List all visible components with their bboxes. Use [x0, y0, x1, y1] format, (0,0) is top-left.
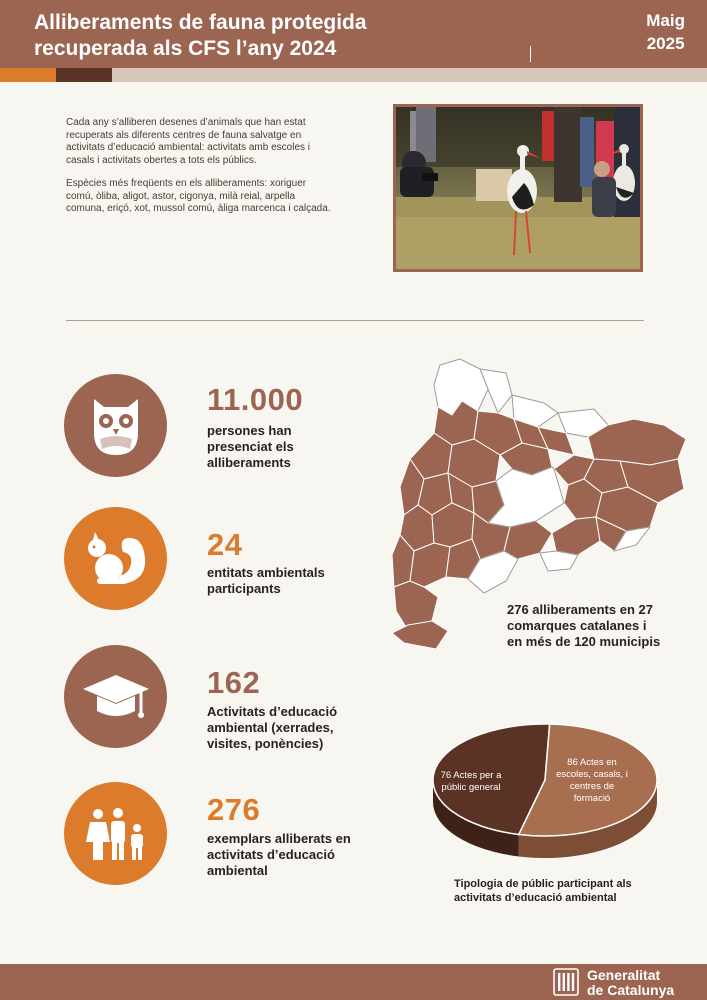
- stripe-orange: [0, 68, 56, 82]
- stat-persons-line-3: alliberaments: [207, 455, 291, 470]
- publication-year: 2025: [646, 34, 685, 53]
- pie-label-general-public-line-1: 76 Actes per a: [440, 770, 502, 781]
- page-title-line-1: Alliberaments de fauna protegida: [34, 11, 367, 34]
- intro-paragraph-2: Espècies més freqüents en els alliberaments: xoriguer comú, òliba, aligot, astor, cigonya, milà reial, arpella comuna, eriçó, xot, mussol comú, àliga marcenca i calçada.: [66, 178, 331, 214]
- pie-label-schools-line-4: formació: [573, 793, 611, 804]
- stat-specimens-line-2: activitats d’educació: [207, 847, 335, 862]
- stat-specimens-text: [207, 831, 351, 879]
- stat-specimens-line-1: exemplars alliberats en: [207, 831, 351, 846]
- squirrel-icon: [83, 528, 149, 590]
- generalitat-logo-icon: [553, 968, 579, 996]
- pie-caption-line-2: activitats d’educació ambiental: [454, 892, 617, 904]
- pie-label-general-public-line-2: públic general: [441, 782, 501, 793]
- stat-persons-number: 11.000: [207, 382, 304, 417]
- stat-persons-text: [207, 423, 294, 471]
- header-bar: [0, 0, 707, 68]
- stat-persons-line-1: persones han: [207, 423, 292, 438]
- family-icon-circle: [64, 782, 167, 885]
- pie-label-schools: [537, 757, 647, 805]
- graduation-cap-icon: [81, 669, 151, 725]
- stat-entities-number: 24: [207, 527, 243, 562]
- logo-line-2: de Catalunya: [587, 981, 675, 998]
- stat-specimens-number: 276: [207, 792, 261, 827]
- generalitat-logo-text: [587, 968, 674, 997]
- stat-activities-text: [207, 704, 337, 752]
- page-title-line-2: recuperada als CFS l’any 2024: [34, 37, 337, 60]
- owl-icon-circle: [64, 374, 167, 477]
- publication-date: [646, 9, 685, 55]
- logo-line-1: Generalitat: [587, 967, 661, 983]
- map-region-28: [392, 621, 448, 649]
- stork-release-photo: [393, 104, 643, 272]
- stork-release-illustration: [396, 107, 640, 269]
- header-color-stripes: [0, 68, 707, 82]
- section-divider: [66, 320, 644, 321]
- stat-persons-line-2: presenciat els: [207, 439, 294, 454]
- map-region-22: [552, 517, 600, 555]
- stripe-light: [112, 68, 707, 82]
- stat-activities-number: 162: [207, 665, 261, 700]
- page-title: [34, 10, 367, 62]
- stripe-dark-brown: [56, 68, 112, 82]
- map-caption-line-2: comarques catalanes i: [507, 618, 647, 633]
- stat-activities-line-1: Activitats d’educació: [207, 704, 338, 719]
- stat-entities-line-1: entitats ambientals: [207, 565, 325, 580]
- squirrel-icon-circle: [64, 507, 167, 610]
- graduation-cap-icon-circle: [64, 645, 167, 748]
- pie-label-schools-line-2: escoles, casals, i: [556, 769, 628, 780]
- intro-paragraph-1: Cada any s’alliberen desenes d’animals que han estat recuperats als diferents centres de fauna salvatge en activitats d’educació ambiental: activitats amb escoles i casals i activitats obertes a tots els públics.: [66, 117, 311, 166]
- map-caption-line-3: en més de 120 municipis: [507, 634, 661, 649]
- pie-label-schools-line-3: centres de: [569, 781, 615, 792]
- family-icon: [84, 804, 148, 864]
- pie-label-schools-line-1: 86 Actes en: [567, 757, 617, 768]
- map-caption-line-1: 276 alliberaments en 27: [507, 602, 653, 617]
- stat-entities-line-2: participants: [207, 581, 281, 596]
- stat-activities-line-3: visites, ponències): [207, 736, 324, 751]
- footer-bar: [0, 964, 707, 1000]
- map-region-27: [394, 581, 438, 627]
- intro-text: [66, 117, 336, 227]
- header-divider-tick: [530, 46, 531, 62]
- publication-month: Maig: [646, 11, 685, 30]
- stat-entities-text: [207, 565, 325, 597]
- stat-activities-line-2: ambiental (xerrades,: [207, 720, 334, 735]
- owl-icon: [86, 393, 146, 459]
- map-caption: [507, 602, 692, 650]
- map-region-hole-2: [540, 551, 578, 571]
- stat-specimens-line-3: ambiental: [207, 863, 268, 878]
- pie-label-general-public: [425, 770, 517, 794]
- pie-caption: [454, 877, 674, 905]
- pie-caption-line-1: Tipologia de públic participant als: [454, 878, 632, 890]
